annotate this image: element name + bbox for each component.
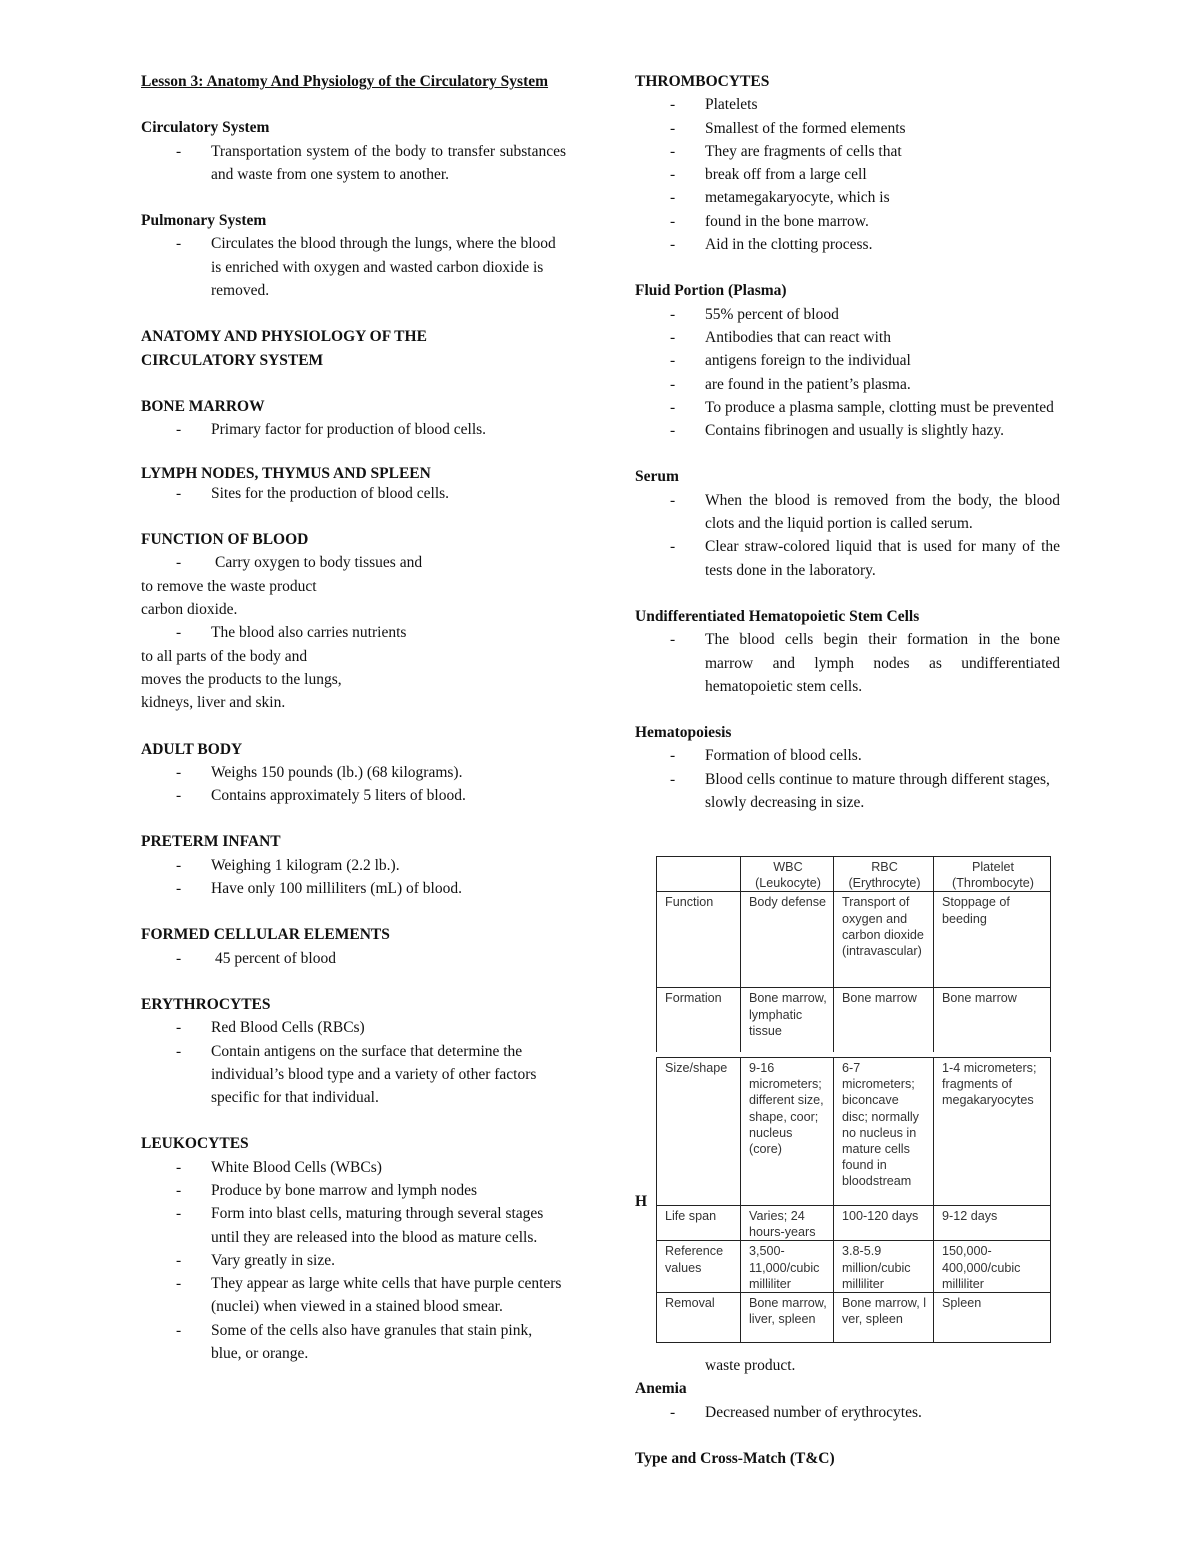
list-item: - Contains approximately 5 liters of blood. [141, 784, 566, 807]
plasma-list [635, 303, 1060, 443]
cell-wbc: Bone marrow, lymphatic tissue [741, 988, 834, 1052]
header-platelet-alt: (Thrombocyte) [952, 876, 1034, 891]
thrombocytes-heading: THROMBOCYTES [635, 73, 770, 90]
circulatory-list [141, 140, 566, 187]
header-platelet [934, 857, 1051, 892]
waste-fragment-text: waste product. [705, 1357, 796, 1374]
lymph-heading: LYMPH NODES, THYMUS AND SPLEEN [141, 464, 431, 482]
header-platelet-name: Platelet [971, 860, 1014, 874]
left-column [141, 70, 566, 1365]
table-row [657, 1206, 1051, 1241]
list-item: - 55% percent of blood [635, 303, 1060, 326]
list-item: - Formation of blood cells. [635, 744, 1060, 767]
bone-marrow-list [141, 418, 566, 441]
list-item: - 45 percent of blood [141, 947, 566, 970]
cell-wbc: 3,500-11,000/cubic milliliter [741, 1241, 834, 1293]
cell-platelet: Bone marrow [934, 988, 1051, 1052]
cell-platelet: 9-12 days [934, 1206, 1051, 1241]
list-item [141, 551, 566, 574]
cell-rbc: 100-120 days [834, 1206, 934, 1241]
list-item: - Blood cells continue to mature through different stages, slowly decreasing in size. [635, 768, 1060, 815]
row-label: Function [657, 892, 741, 988]
list-item: - They appear as large white cells that have purple centers (nuclei) when viewed in a stained blood smear. [141, 1272, 566, 1319]
cell-wbc: Bone marrow, liver, spleen [741, 1293, 834, 1343]
list-item: - Contains fibrinogen and usually is slightly hazy. [635, 419, 1060, 442]
bone-marrow-heading: BONE MARROW [141, 397, 265, 415]
stray-h-mark: H [635, 1193, 648, 1210]
function-list-2 [141, 621, 566, 644]
row-label: Removal [657, 1293, 741, 1343]
preterm-list [141, 854, 566, 901]
right-column [635, 70, 1060, 814]
cell-rbc: Transport of oxygen and carbon dioxide (intravascular) [834, 892, 934, 988]
blood-cells-table [656, 856, 1051, 1052]
list-item: - antigens foreign to the individual [635, 349, 1060, 372]
right-column-lower [635, 1354, 1060, 1470]
list-item: - Sites for the production of blood cells. [141, 482, 566, 505]
list-item: - Weighs 150 pounds (lb.) (68 kilograms). [141, 761, 566, 784]
list-item: - metamegakaryocyte, which is [635, 186, 1060, 209]
leukocytes-heading: LEUKOCYTES [141, 1135, 249, 1153]
adult-heading: ADULT BODY [141, 740, 243, 758]
preterm-heading: PRETERM INFANT [141, 833, 281, 851]
list-item: - are found in the patient’s plasma. [635, 373, 1060, 396]
list-item: - To produce a plasma sample, clotting must be prevented [635, 396, 1060, 419]
cell-wbc: Varies; 24 hours-years [741, 1206, 834, 1241]
list-item: - Form into blast cells, maturing through several stages until they are released into the blood as mature cells. [141, 1202, 566, 1249]
cell-platelet: Spleen [934, 1293, 1051, 1343]
formed-heading: FORMED CELLULAR ELEMENTS [141, 926, 390, 944]
table-row [657, 988, 1051, 1052]
anemia-heading: Anemia [635, 1380, 687, 1398]
list-item: - Aid in the clotting process. [635, 233, 1060, 256]
blood-cells-table-bottom [656, 1057, 1050, 1343]
waste-fragment [635, 1354, 1060, 1377]
header-rbc-alt: (Erythrocyte) [848, 876, 921, 891]
function-item-2-cont-1: to all parts of the body and [141, 647, 308, 665]
waste-fragment-list [635, 1354, 1060, 1377]
list-item: - Decreased number of erythrocytes. [635, 1401, 1060, 1424]
cell-platelet: 1-4 micrometers; fragments of megakaryocytes [934, 1058, 1051, 1206]
list-item: - Produce by bone marrow and lymph nodes [141, 1179, 566, 1202]
header-wbc [741, 857, 834, 892]
adult-list [141, 761, 566, 808]
serum-list [635, 489, 1060, 582]
table-header-row [657, 857, 1051, 892]
list-item: - White Blood Cells (WBCs) [141, 1156, 566, 1179]
header-wbc-name: WBC [773, 860, 803, 874]
list-item: - They are fragments of cells that [635, 140, 1060, 163]
cell-rbc: 3.8-5.9 million/cubic milliliter [834, 1241, 934, 1293]
blood-cells-table-continued [656, 1057, 1051, 1343]
list-item: - Contain antigens on the surface that determine the individual’s blood type and a variety of other factors specific for that individual. [141, 1040, 566, 1110]
cell-platelet: 150,000-400,000/cubic milliliter [934, 1241, 1051, 1293]
list-item: - Circulates the blood through the lungs, where the blood is enriched with oxygen and wasted carbon dioxide is removed. [141, 232, 566, 302]
table-row [657, 1241, 1051, 1293]
anemia-list [635, 1401, 1060, 1424]
header-rbc-name: RBC [871, 860, 898, 874]
lymph-list [141, 482, 566, 505]
pulmonary-list [141, 232, 566, 302]
lesson-title: Lesson 3: Anatomy And Physiology of the Circulatory System [141, 73, 549, 90]
type-cross-match-heading: Type and Cross-Match (T&C) [635, 1449, 835, 1467]
cell-rbc: Bone marrow [834, 988, 934, 1052]
function-item-2-cont-3: kidneys, liver and skin. [141, 694, 286, 712]
stem-cells-heading: Undifferentiated Hematopoietic Stem Cells [635, 607, 920, 625]
pulmonary-heading: Pulmonary System [141, 212, 267, 230]
function-list [141, 551, 566, 574]
list-item: - found in the bone marrow. [635, 210, 1060, 233]
table-row [657, 892, 1051, 988]
cell-rbc: Bone marrow, l ver, spleen [834, 1293, 934, 1343]
row-label: Life span [657, 1206, 741, 1241]
list-item: - The blood cells begin their formation in the bone marrow and lymph nodes as undifferentiated hematopoietic stem cells. [635, 628, 1060, 698]
function-item-1: Carry oxygen to body tissues and [215, 554, 423, 572]
cell-rbc: 6-7 micrometers; biconcave disc; normally no nucleus in mature cells found in bloodstream [834, 1058, 934, 1206]
list-item: - break off from a large cell [635, 163, 1060, 186]
thrombocytes-list [635, 93, 1060, 256]
stem-cells-list [635, 628, 1060, 698]
list-item: - Clear straw-colored liquid that is used for many of the tests done in the laboratory. [635, 535, 1060, 582]
function-item-2-cont-2: moves the products to the lungs, [141, 670, 342, 688]
list-item: - Some of the cells also have granules that stain pink, blue, or orange. [141, 1319, 566, 1366]
circulatory-heading: Circulatory System [141, 119, 270, 137]
list-item: - Vary greatly in size. [141, 1249, 566, 1272]
table-row [657, 1058, 1051, 1206]
row-label: Formation [657, 988, 741, 1052]
list-item: - When the blood is removed from the body, the blood clots and the liquid portion is called serum. [635, 489, 1060, 536]
list-item: - Transportation system of the body to transfer substances and waste from one system to another. [141, 140, 566, 187]
list-item: - The blood also carries nutrients [141, 621, 566, 644]
list-item: - Primary factor for production of blood cells. [141, 418, 566, 441]
erythrocytes-list [141, 1016, 566, 1109]
serum-heading: Serum [635, 468, 679, 486]
cell-platelet: Stoppage of beeding [934, 892, 1051, 988]
list-item: - Platelets [635, 93, 1060, 116]
formed-list [141, 947, 566, 970]
cell-wbc: 9-16 micrometers; different size, shape, coor; nucleus (core) [741, 1058, 834, 1206]
function-heading: FUNCTION OF BLOOD [141, 531, 309, 549]
table-row [657, 1293, 1051, 1343]
header-rbc [834, 857, 934, 892]
hematopoiesis-list [635, 744, 1060, 814]
anatomy-heading-line-1: ANATOMY AND PHYSIOLOGY OF THE [141, 328, 427, 346]
list-item: - Have only 100 milliliters (mL) of blood. [141, 877, 566, 900]
anatomy-heading-line-2: CIRCULATORY SYSTEM [141, 351, 324, 369]
hematopoiesis-heading: Hematopoiesis [635, 724, 732, 742]
erythrocytes-heading: ERYTHROCYTES [141, 995, 271, 1013]
cell-wbc: Body defense [741, 892, 834, 988]
header-wbc-alt: (Leukocyte) [755, 876, 821, 891]
table-corner [657, 857, 741, 892]
plasma-heading: Fluid Portion (Plasma) [635, 282, 787, 300]
function-item-1-cont-2: carbon dioxide. [141, 601, 238, 619]
list-item: - Antibodies that can react with [635, 326, 1060, 349]
leukocytes-list [141, 1156, 566, 1366]
list-item: - Weighing 1 kilogram (2.2 lb.). [141, 854, 566, 877]
list-item: - Red Blood Cells (RBCs) [141, 1016, 566, 1039]
blood-cells-table-top [656, 856, 1050, 1052]
function-item-1-cont-1: to remove the waste product [141, 577, 317, 595]
list-item: - Smallest of the formed elements [635, 117, 1060, 140]
row-label: Size/shape [657, 1058, 741, 1206]
row-label: Reference values [657, 1241, 741, 1293]
